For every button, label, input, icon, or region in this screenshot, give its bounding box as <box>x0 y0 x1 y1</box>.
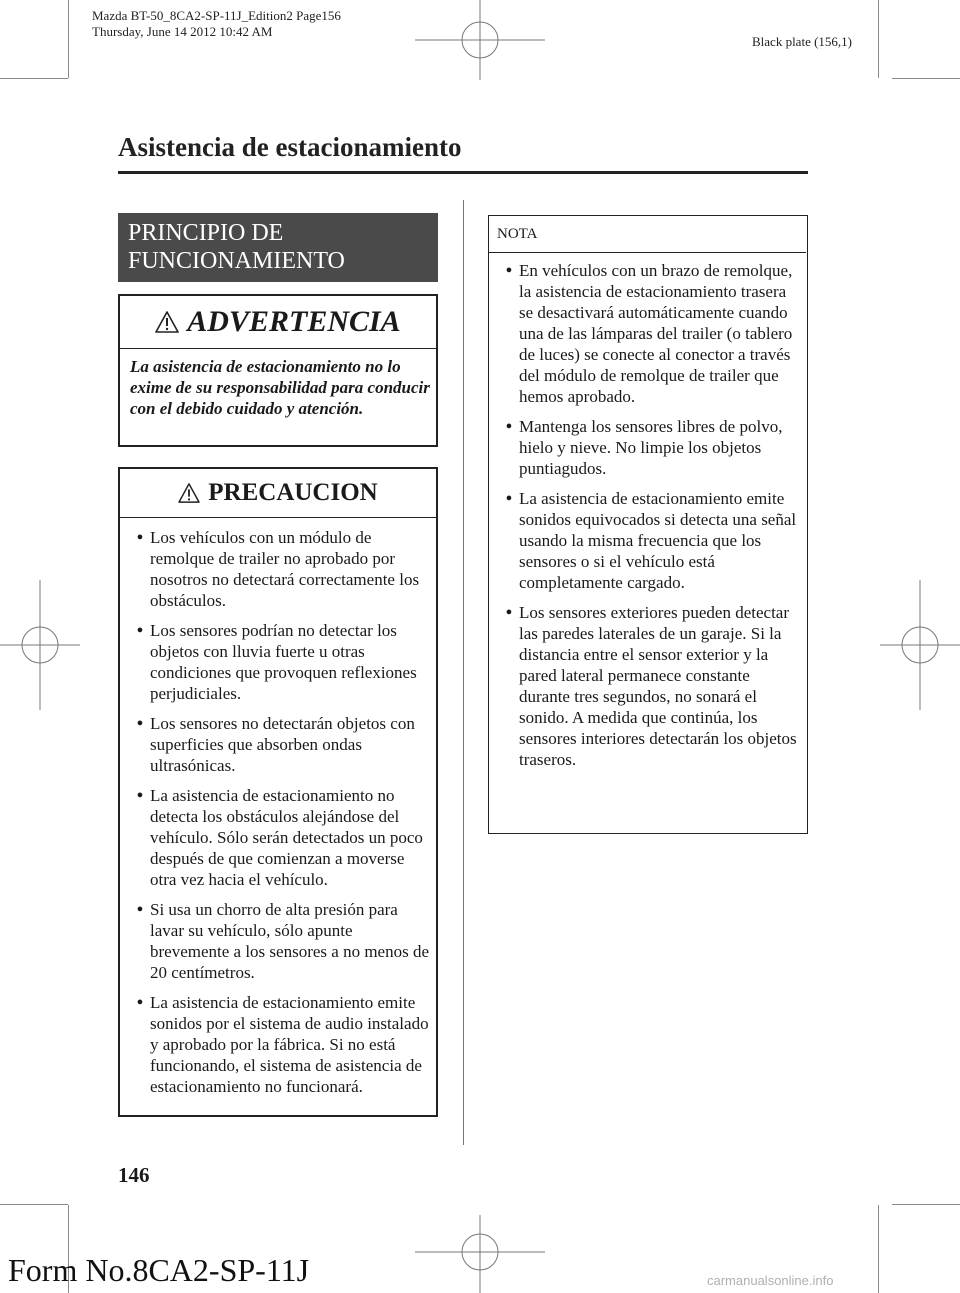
list-item-text: La asistencia de estacionamiento emite sonidos por el sistema de audio instalado y aprobado por la fábrica. Si no está funcionando, el sistema de asistencia de estacionamiento no funcionará. <box>150 993 429 1096</box>
list-item <box>130 785 434 890</box>
list-item <box>499 602 801 770</box>
list-item <box>499 416 801 479</box>
crop-mark <box>878 1205 879 1293</box>
caution-title: PRECAUCION <box>208 479 378 506</box>
registration-mark-bottom <box>415 1215 545 1293</box>
warning-header <box>120 296 436 349</box>
registration-mark-right <box>880 580 960 710</box>
list-item-text: Los sensores podrían no detectar los objetos con lluvia fuerte u otras condiciones que provoquen reflexiones perjudiciales. <box>150 621 417 703</box>
warning-triangle-icon <box>178 483 200 503</box>
footer-form-number: Form No.8CA2-SP-11J <box>8 1252 310 1288</box>
bullet-icon: ● <box>136 624 144 636</box>
list-item-text: Los vehículos con un módulo de remolque de trailer no aprobado por nosotros no detectará correctamente los obstáculos. <box>150 528 420 610</box>
list-item <box>499 488 801 593</box>
list-item-text: Mantenga los sensores libres de polvo, hielo y nieve. No limpie los objetos puntiagudos. <box>519 417 783 478</box>
section-title: Asistencia de estacionamiento <box>118 132 462 162</box>
section-rule <box>118 171 808 174</box>
bullet-icon: ● <box>136 996 144 1008</box>
page-number: 146 <box>118 1163 150 1187</box>
crop-mark <box>68 0 69 78</box>
crop-mark <box>0 78 68 79</box>
subsection-heading-line1: PRINCIPIO DE <box>128 220 284 246</box>
list-item <box>130 992 434 1097</box>
bullet-icon: ● <box>505 606 513 618</box>
list-item-text: La asistencia de estacionamiento no detecta los obstáculos alejándose del vehículo. Sólo serán detectados un poco después de que comienzan a moverse otra vez hacia el vehículo. <box>150 786 423 889</box>
bullet-icon: ● <box>136 717 144 729</box>
warning-body: La asistencia de estacionamiento no lo exime de su responsabilidad para conducir con el debido cuidado y atención. <box>130 357 430 418</box>
list-item-text: En vehículos con un brazo de remolque, la asistencia de estacionamiento trasera se desactivará automáticamente cuando una de las lámparas del trailer (o tablero de luces) se conecte al conector a través del módulo de remolque de trailer que hemos aprobado. <box>519 261 793 406</box>
list-item-text: Los sensores no detectarán objetos con superficies que absorben ondas ultrasónicas. <box>150 714 415 775</box>
crop-mark <box>892 1204 960 1205</box>
subsection-heading-line2: FUNCIONAMIENTO <box>128 248 345 274</box>
caution-header <box>120 469 436 518</box>
subsection-heading <box>118 213 438 282</box>
bullet-icon: ● <box>505 420 513 432</box>
list-item-text: Si usa un chorro de alta presión para lavar su vehículo, sólo apunte brevemente a los sensores a no menos de 20 centímetros. <box>150 900 429 982</box>
column-divider <box>463 200 464 1145</box>
list-item <box>130 899 434 983</box>
warning-box <box>118 294 438 447</box>
warning-title: ADVERTENCIA <box>187 305 401 338</box>
list-item-text: Los sensores exteriores pueden detectar las paredes laterales de un garaje. Si la distancia entre el sensor exterior y la pared lateral permanece constante durante tres segundos, no sonará el sonido. A medida que continúa, los sensores interiores detectarán los objetos traseros. <box>519 603 797 769</box>
registration-mark-left <box>0 580 80 710</box>
bullet-icon: ● <box>505 492 513 504</box>
note-title: NOTA <box>497 226 538 242</box>
bullet-icon: ● <box>505 264 513 276</box>
bullet-icon: ● <box>136 789 144 801</box>
crop-mark <box>878 0 879 78</box>
print-header-line1: Mazda BT-50_8CA2-SP-11J_Edition2 Page156 <box>92 8 341 23</box>
caution-list <box>130 527 434 1106</box>
bullet-icon: ● <box>136 903 144 915</box>
note-box <box>488 215 808 834</box>
plate-label: Black plate (156,1) <box>752 34 852 49</box>
print-header <box>92 8 341 40</box>
registration-mark-top <box>415 0 545 80</box>
warning-triangle-icon <box>155 311 179 333</box>
list-item <box>130 713 434 776</box>
bullet-icon: ● <box>136 531 144 543</box>
list-item <box>499 260 801 407</box>
note-list <box>499 260 801 779</box>
caution-box <box>118 467 438 1117</box>
list-item <box>130 527 434 611</box>
note-header <box>489 216 806 253</box>
list-item-text: La asistencia de estacionamiento emite sonidos equivocados si detecta una señal usando la misma frecuencia que los sensores o si el vehículo está completamente cargado. <box>519 489 797 592</box>
watermark: carmanualsonline.info <box>707 1273 834 1288</box>
crop-mark <box>0 1204 68 1205</box>
crop-mark <box>892 78 960 79</box>
list-item <box>130 620 434 704</box>
print-header-line2: Thursday, June 14 2012 10:42 AM <box>92 24 273 39</box>
